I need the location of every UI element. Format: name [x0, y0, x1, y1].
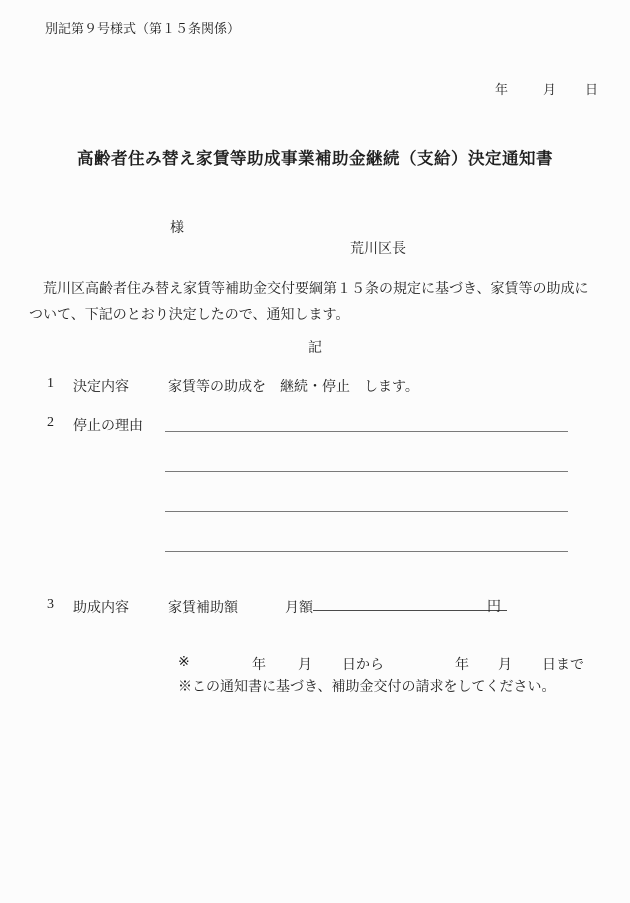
body-line-2: ついて、下記のとおり決定したので、通知します。 — [29, 308, 350, 323]
body-line-1: 荒川区高齢者住み替え家賃等補助金交付要綱第１５条の規定に基づき、家賃等の助成に — [29, 282, 589, 297]
date-month-label: 月 — [543, 82, 557, 97]
document-title: 高齢者住み替え家賃等助成事業補助金継続（支給）決定通知書 — [77, 149, 553, 168]
body-paragraph — [29, 277, 609, 329]
period-to-year-label: 年 — [455, 658, 469, 673]
note-instruction: ※この通知書に基づき、補助金交付の請求をしてください。 — [178, 680, 556, 695]
period-from-year-label: 年 — [252, 658, 266, 673]
note-period-marker: ※ — [178, 655, 190, 670]
item1-number: 1 — [47, 376, 54, 391]
period-from-month-label: 月 — [298, 658, 312, 673]
item3-label: 助成内容 — [73, 601, 129, 616]
date-day-label: 日 — [585, 82, 599, 97]
issuer-name: 荒川区長 — [350, 242, 406, 257]
period-from-day-label: 日から — [342, 658, 384, 673]
item1-label: 決定内容 — [73, 380, 129, 395]
record-heading: 記 — [308, 341, 322, 356]
yen-unit-label: 円 — [487, 600, 501, 615]
item2-label: 停止の理由 — [73, 419, 143, 434]
rent-subsidy-label: 家賃補助額 — [168, 601, 238, 616]
stop-reason-blank-line-1 — [165, 431, 568, 432]
period-to-day-label: 日まで — [542, 658, 584, 673]
stop-reason-blank-line-4 — [165, 551, 568, 552]
item2-number: 2 — [47, 415, 54, 430]
item3-number: 3 — [47, 597, 54, 612]
item1-content: 家賃等の助成を 継続・停止 します。 — [168, 380, 419, 395]
form-number: 別記第９号様式（第１５条関係） — [45, 21, 241, 36]
monthly-amount-blank-line — [313, 596, 507, 615]
stop-reason-blank-line-3 — [165, 511, 568, 512]
addressee-honorific: 様 — [170, 221, 184, 236]
monthly-amount-label: 月額 — [285, 601, 313, 616]
period-to-month-label: 月 — [498, 658, 512, 673]
stop-reason-blank-line-2 — [165, 471, 568, 472]
date-year-label: 年 — [495, 82, 509, 97]
